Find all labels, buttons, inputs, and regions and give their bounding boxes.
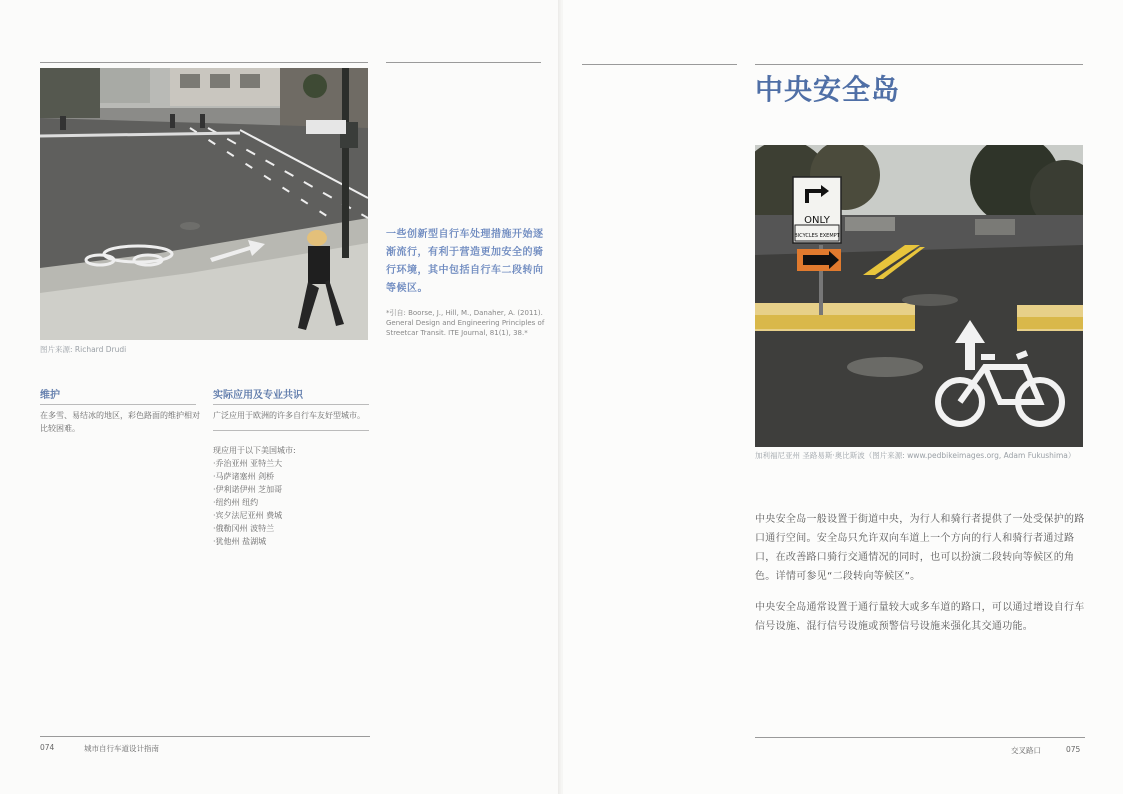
pull-quote: 一些创新型自行车处理措施开始逐渐流行，有利于营造更加安全的骑行环境，其中包括自行车二段转向等候区。 xyxy=(386,229,544,294)
median-island-photo xyxy=(755,145,1083,447)
page-number: 074 xyxy=(40,743,55,752)
list-item: ·宾夕法尼亚州 费城 xyxy=(213,511,283,520)
practice-rule-2 xyxy=(213,430,369,431)
cities-intro: 现应用于以下美国城市: xyxy=(213,446,296,455)
list-item: ·伊利诺伊州 芝加哥 xyxy=(213,485,283,494)
top-rule-left-column xyxy=(582,64,737,65)
photo-credit: 图片来源: Richard Drudi xyxy=(40,345,127,354)
footer-rule xyxy=(40,736,370,737)
sign-exempt-text: BICYCLES EXEMPT xyxy=(794,233,840,239)
footer-rule xyxy=(755,737,1085,738)
top-rule xyxy=(40,62,368,63)
sign-only-text: ONLY xyxy=(804,215,830,226)
list-item: ·俄勒冈州 波特兰 xyxy=(213,524,275,533)
top-rule-right-column xyxy=(386,62,541,63)
body-paragraph-2: 中央安全岛通常设置于通行量较大或多车道的路口，可以通过增设自行车信号设施、混行信号设施或预警信号设施来强化其交通功能。 xyxy=(755,602,1085,632)
maintenance-rule xyxy=(40,404,196,405)
photo-caption: 加利福尼亚州 圣路易斯·奥比斯波（图片来源: www.pedbikeimages.org, Adam Fukushima） xyxy=(755,451,1076,460)
right-page xyxy=(563,0,1123,794)
section-name: 交叉路口 xyxy=(1011,746,1041,755)
practice-text: 广泛应用于欧洲的许多自行车友好型城市。 xyxy=(213,411,365,420)
practice-title: 实际应用及专业共识 xyxy=(213,390,303,401)
left-page xyxy=(0,0,560,794)
street-crossing-photo xyxy=(40,68,368,340)
page-title: 中央安全岛 xyxy=(755,73,901,106)
book-title: 城市自行车道设计指南 xyxy=(84,744,159,753)
top-rule xyxy=(755,64,1083,65)
maintenance-title: 维护 xyxy=(40,390,60,401)
maintenance-text: 在多雪、易结冰的地区，彩色路面的维护相对比较困难。 xyxy=(40,411,200,433)
city-list xyxy=(213,457,282,548)
page-number: 075 xyxy=(1066,745,1081,754)
list-item: ·马萨诸塞州 剑桥 xyxy=(213,472,275,481)
practice-rule xyxy=(213,404,369,405)
list-item: ·犹他州 盐湖城 xyxy=(213,537,267,546)
reference-note: *引自: Boorse, J., Hill, M., Danaher, A. (2011). General Design and Engineering Principles of Streetcar Transit. ITE Journal, 81(1), 38.* xyxy=(386,309,545,337)
list-item: ·乔治亚州 亚特兰大 xyxy=(213,459,283,468)
body-paragraph-1: 中央安全岛一般设置于街道中央，为行人和骑行者提供了一处受保护的路口通行空间。安全岛只允许双向车道上一个方向的行人和骑行者通过路口，在改善路口骑行交通情况的同时，也可以扮演二段转向等候区的角色。详情可参见“二段转向等候区”。 xyxy=(755,514,1085,582)
list-item: ·纽约州 纽约 xyxy=(213,498,259,507)
